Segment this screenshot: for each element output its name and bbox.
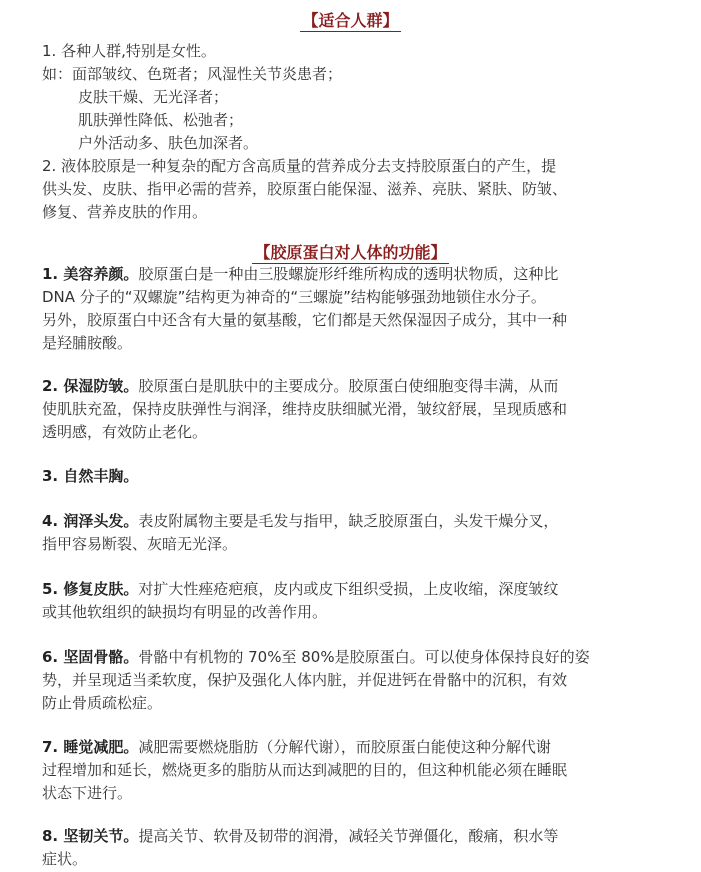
item-text: 另外，胶原蛋白中还含有大量的氨基酸，它们都是天然保湿因子成分，其中一种 (42, 311, 568, 329)
item-text: 或其他软组织的缺损均有明显的改善作用。 (42, 603, 328, 621)
text-line: 2. 液体胶原是一种复杂的配方含高质量的营养成分去支持胶原蛋白的产生，提 (42, 157, 557, 175)
section-title-text: 【胶原蛋白对人体的功能】 (254, 243, 447, 262)
item-text: DNA 分子的“双螺旋”结构更为神奇的“三螺旋”结构能够强劲地锁住水分子。 (42, 288, 546, 306)
text-line: 户外活动多、肤色加深者。 (78, 134, 259, 152)
item-text: 透明感，有效防止老化。 (42, 423, 208, 441)
item-text: 胶原蛋白是肌肤中的主要成分。胶原蛋白使细胞变得丰满，从而 (138, 377, 559, 395)
function-item-3 (42, 465, 667, 488)
function-item-4 (42, 510, 667, 556)
item-heading: 7. 睡觉减肥。 (42, 738, 139, 756)
section-title-text: 【适合人群】 (302, 11, 399, 30)
item-text: 过程增加和延长，燃烧更多的脂肪从而达到减肥的目的，但这种机能必须在睡眠 (42, 761, 568, 779)
function-item-5 (42, 578, 667, 624)
item-heading: 3. 自然丰胸。 (42, 467, 139, 485)
item-text: 减肥需要燃烧脂肪（分解代谢），而胶原蛋白能使这种分解代谢 (138, 738, 551, 756)
suitable-people-text (42, 40, 662, 224)
item-heading: 6. 坚固骨骼。 (42, 648, 139, 666)
section-title-suitable-people (0, 8, 701, 31)
item-text: 表皮附属物主要是毛发与指甲，缺乏胶原蛋白，头发干燥分叉， (138, 512, 559, 530)
item-text: 指甲容易断裂、灰暗无光泽。 (42, 535, 238, 553)
item-text: 是羟脯胺酸。 (42, 334, 133, 352)
item-heading: 4. 润泽头发。 (42, 512, 139, 530)
item-heading: 2. 保湿防皱。 (42, 377, 139, 395)
item-text: 提高关节、软骨及韧带的润滑，减轻关节弹僵化，酸痛，积水等 (138, 827, 559, 845)
section-title-collagen-functions (0, 240, 701, 263)
item-text: 胶原蛋白是一种由三股螺旋形纤维所构成的透明状物质，这种比 (138, 265, 559, 283)
text-line: 皮肤干燥、无光泽者； (78, 88, 229, 106)
item-heading: 8. 坚韧关节。 (42, 827, 139, 845)
function-item-8 (42, 825, 667, 871)
function-item-1 (42, 263, 667, 355)
function-item-2 (42, 375, 667, 444)
item-heading: 1. 美容养颜。 (42, 265, 139, 283)
text-line: 1. 各种人群,特别是女性。 (42, 42, 216, 60)
text-line: 肌肤弹性降低、松弛者； (78, 111, 244, 129)
item-text: 状态下进行。 (42, 784, 133, 802)
item-text: 使肌肤充盈，保持皮肤弹性与润泽，维持皮肤细腻光滑，皱纹舒展，呈现质感和 (42, 400, 568, 418)
text-line: 修复、营养皮肤的作用。 (42, 203, 208, 221)
item-text: 骨骼中有机物的 70%至 80%是胶原蛋白。可以使身体保持良好的姿 (138, 648, 590, 666)
item-text: 症状。 (42, 850, 88, 868)
function-item-7 (42, 736, 667, 805)
item-text: 势，并呈现适当柔软度，保护及强化人体内脏，并促进钙在骨骼中的沉积，有效 (42, 671, 568, 689)
item-text: 防止骨质疏松症。 (42, 694, 163, 712)
function-item-6 (42, 646, 667, 715)
text-line: 供头发、皮肤、指甲必需的营养，胶原蛋白能保湿、滋养、亮肤、紧肤、防皱、 (42, 180, 568, 198)
text-line: 如：面部皱纹、色斑者；风湿性关节炎患者； (42, 65, 343, 83)
item-text: 对扩大性痤疮疤痕，皮内或皮下组织受损，上皮收缩，深度皱纹 (138, 580, 559, 598)
item-heading: 5. 修复皮肤。 (42, 580, 139, 598)
